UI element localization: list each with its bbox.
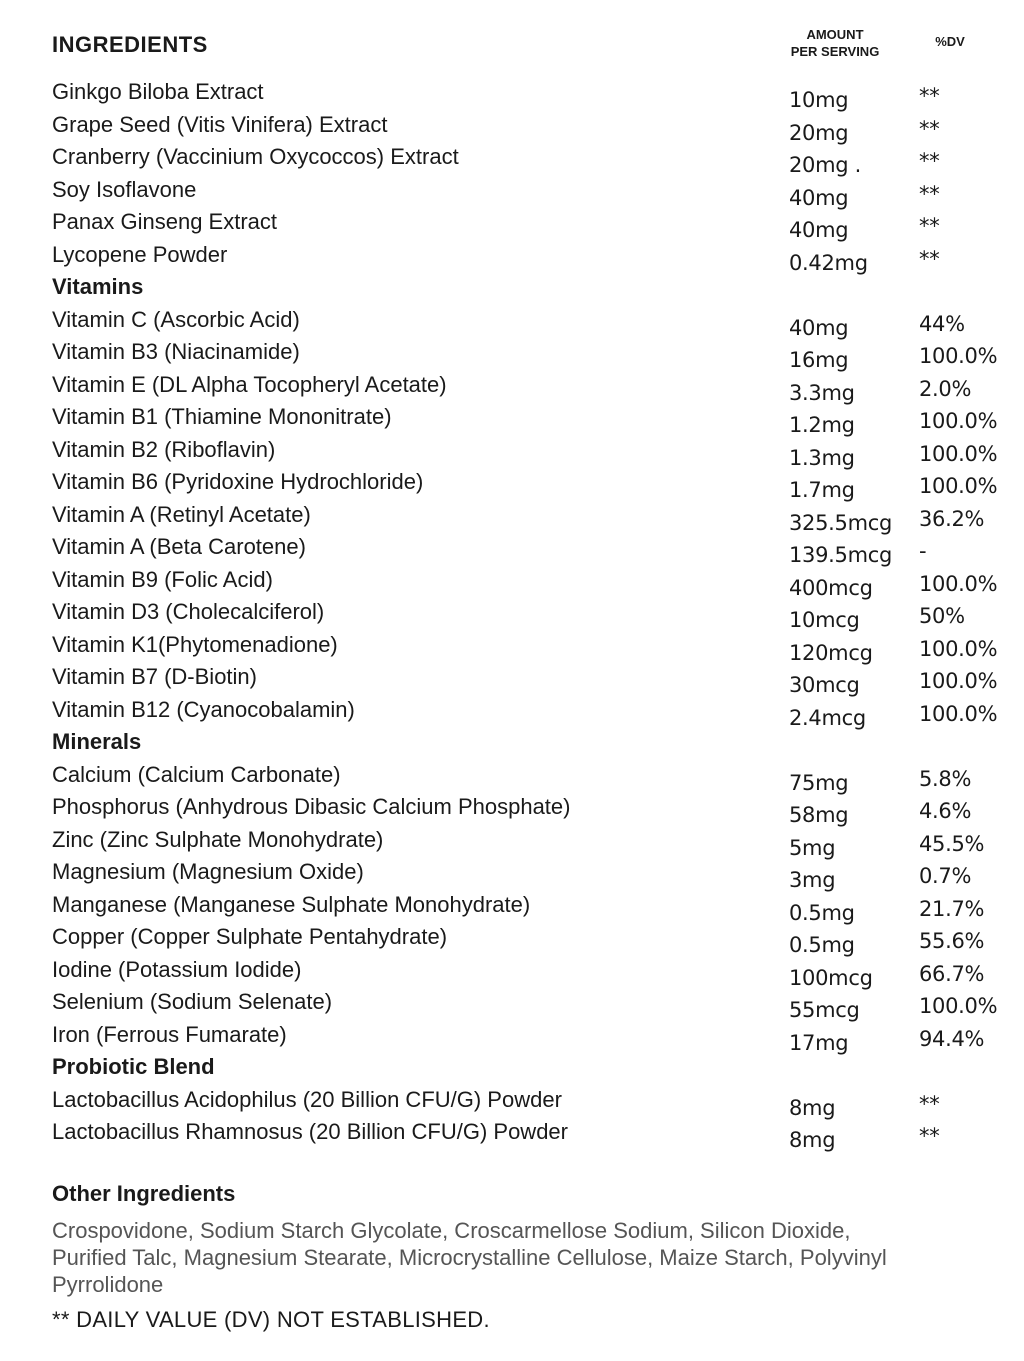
- ingredient-row: [0, 241, 1024, 274]
- ingredient-amount: 40mg: [789, 185, 849, 210]
- ingredient-amount: 55mcg: [789, 998, 860, 1022]
- ingredient-daily-value: **: [919, 149, 940, 173]
- ingredient-amount: 100mcg: [789, 965, 873, 990]
- ingredient-row: [0, 793, 1024, 826]
- ingredient-name: Zinc (Zinc Sulphate Monohydrate): [52, 826, 384, 852]
- ingredient-row: [0, 696, 1024, 729]
- ingredient-daily-value: 44%: [919, 311, 965, 336]
- ingredient-amount: 2.4mcg: [789, 705, 866, 730]
- ingredient-row: [0, 501, 1024, 534]
- ingredient-daily-value: 50%: [919, 604, 965, 628]
- ingredient-amount: 58mg: [789, 803, 849, 827]
- ingredient-amount: 16mg: [789, 348, 849, 372]
- ingredient-daily-value: **: [919, 246, 940, 271]
- ingredient-amount: 20mg .: [789, 153, 862, 177]
- ingredient-daily-value: 100.0%: [919, 669, 998, 693]
- ingredient-daily-value: **: [919, 116, 940, 141]
- ingredient-amount: 8mg: [789, 1128, 836, 1152]
- amount-column-header: [782, 26, 888, 60]
- ingredient-amount: 0.42mg: [789, 250, 868, 275]
- ingredient-daily-value: 100.0%: [919, 344, 998, 368]
- ingredient-name: Lycopene Powder: [52, 241, 228, 267]
- ingredient-row: [0, 1086, 1024, 1119]
- ingredient-name: Phosphorus (Anhydrous Dibasic Calcium Phosphate): [52, 794, 571, 819]
- ingredient-name: Manganese (Manganese Sulphate Monohydrate): [52, 891, 531, 917]
- ingredient-row: [0, 598, 1024, 631]
- ingredient-daily-value: **: [919, 1124, 940, 1148]
- ingredient-row: [0, 923, 1024, 956]
- ingredient-row: [0, 663, 1024, 696]
- ingredient-name: Vitamin B6 (Pyridoxine Hydrochloride): [52, 469, 424, 494]
- ingredient-daily-value: 100.0%: [919, 994, 998, 1018]
- ingredient-daily-value: 100.0%: [919, 571, 998, 596]
- ingredient-amount: 75mg: [789, 770, 849, 795]
- ingredient-row: [0, 111, 1024, 144]
- ingredient-amount: 10mcg: [789, 608, 860, 632]
- daily-value-footnote: ** DAILY VALUE (DV) NOT ESTABLISHED.: [52, 1307, 490, 1332]
- ingredient-daily-value: **: [919, 214, 940, 238]
- ingredient-amount: 17mg: [789, 1030, 849, 1055]
- ingredient-name: Vitamin B1 (Thiamine Mononitrate): [52, 404, 392, 429]
- ingredient-amount: 10mg: [789, 88, 849, 112]
- section-heading-row: [0, 273, 1024, 306]
- ingredient-amount: 8mg: [789, 1095, 836, 1120]
- ingredient-amount: 0.5mg: [789, 900, 855, 925]
- ingredient-daily-value: **: [919, 181, 940, 206]
- ingredient-amount: 40mg: [789, 218, 849, 242]
- section-heading: Probiotic Blend: [52, 1054, 215, 1079]
- ingredient-name: Calcium (Calcium Carbonate): [52, 761, 341, 787]
- ingredient-name: Vitamin D3 (Cholecalciferol): [52, 599, 325, 624]
- ingredient-name: Soy Isoflavone: [52, 176, 197, 202]
- ingredient-daily-value: 100.0%: [919, 474, 998, 498]
- ingredient-name: Vitamin E (DL Alpha Tocopheryl Acetate): [52, 371, 447, 397]
- ingredient-amount: 400mcg: [789, 575, 873, 600]
- ingredient-row: [0, 988, 1024, 1021]
- section-heading: Minerals: [52, 729, 142, 754]
- ingredient-row: [0, 436, 1024, 469]
- ingredient-amount: 5mg: [789, 835, 836, 860]
- ingredient-daily-value: 100.0%: [919, 409, 998, 433]
- section-heading-row: [0, 728, 1024, 761]
- ingredient-daily-value: 100.0%: [919, 636, 998, 661]
- ingredient-amount: 40mg: [789, 315, 849, 340]
- ingredient-amount: 1.3mg: [789, 445, 855, 470]
- amount-header-line2: PER SERVING: [790, 44, 880, 59]
- ingredient-name: Iron (Ferrous Fumarate): [52, 1021, 287, 1047]
- other-ingredients-text: Crospovidone, Sodium Starch Glycolate, Croscarmellose Sodium, Silicon Dioxide, Purified Talc, Magnesium Stearate, Microcrystalline Cellulose, Maize Starch, Polyvinyl Pyrrolidone: [52, 1218, 887, 1297]
- ingredient-row: [0, 468, 1024, 501]
- ingredient-row: [0, 338, 1024, 371]
- ingredient-row: [0, 956, 1024, 989]
- ingredient-name: Vitamin B7 (D-Biotin): [52, 664, 257, 689]
- ingredient-row: [0, 1118, 1024, 1151]
- ingredient-daily-value: **: [919, 1091, 940, 1116]
- page-title: INGREDIENTS: [52, 32, 208, 57]
- ingredient-name: Selenium (Sodium Selenate): [52, 989, 333, 1014]
- ingredient-daily-value: 21.7%: [919, 896, 985, 921]
- ingredient-row: [0, 176, 1024, 209]
- ingredient-amount: 0.5mg: [789, 933, 855, 957]
- ingredient-daily-value: -: [919, 539, 927, 563]
- ingredient-row: [0, 78, 1024, 111]
- ingredient-daily-value: 4.6%: [919, 799, 972, 823]
- ingredient-row: [0, 533, 1024, 566]
- ingredient-name: Vitamin C (Ascorbic Acid): [52, 306, 300, 332]
- ingredient-daily-value: 66.7%: [919, 961, 985, 986]
- ingredient-name: Vitamin A (Beta Carotene): [52, 534, 306, 559]
- ingredient-name: Ginkgo Biloba Extract: [52, 79, 264, 104]
- ingredient-name: Lactobacillus Rhamnosus (20 Billion CFU/G) Powder: [52, 1119, 568, 1144]
- ingredient-amount: 1.2mg: [789, 413, 855, 437]
- ingredient-daily-value: 45.5%: [919, 831, 985, 856]
- dv-column-header: %DV: [935, 34, 965, 49]
- ingredient-amount: 139.5mcg: [789, 543, 893, 567]
- section-heading-row: [0, 1053, 1024, 1086]
- ingredient-name: Lactobacillus Acidophilus (20 Billion CFU/G) Powder: [52, 1086, 562, 1112]
- ingredient-name: Vitamin B3 (Niacinamide): [52, 339, 300, 364]
- ingredient-row: [0, 143, 1024, 176]
- ingredient-row: [0, 208, 1024, 241]
- ingredient-daily-value: 36.2%: [919, 506, 985, 531]
- ingredient-name: Panax Ginseng Extract: [52, 209, 278, 234]
- ingredient-row: [0, 403, 1024, 436]
- ingredient-row: [0, 631, 1024, 664]
- ingredient-name: Vitamin A (Retinyl Acetate): [52, 501, 311, 527]
- ingredient-daily-value: 94.4%: [919, 1026, 985, 1051]
- ingredient-name: Copper (Copper Sulphate Pentahydrate): [52, 924, 448, 949]
- ingredient-amount: 3mg: [789, 868, 836, 892]
- ingredient-name: Vitamin B2 (Riboflavin): [52, 436, 276, 462]
- ingredient-list: [0, 78, 1024, 1151]
- ingredient-daily-value: **: [919, 84, 940, 108]
- ingredient-amount: 1.7mg: [789, 478, 855, 502]
- ingredient-name: Vitamin B9 (Folic Acid): [52, 566, 273, 592]
- ingredient-row: [0, 826, 1024, 859]
- other-ingredients-title: Other Ingredients: [52, 1181, 236, 1206]
- ingredient-row: [0, 891, 1024, 924]
- ingredient-amount: 3.3mg: [789, 380, 855, 405]
- ingredient-name: Vitamin K1(Phytomenadione): [52, 631, 338, 657]
- ingredient-daily-value: 5.8%: [919, 766, 972, 791]
- ingredient-name: Vitamin B12 (Cyanocobalamin): [52, 696, 355, 722]
- ingredient-name: Grape Seed (Vitis Vinifera) Extract: [52, 111, 388, 137]
- amount-header-line1: AMOUNT: [806, 27, 864, 42]
- ingredient-amount: 120mcg: [789, 640, 873, 665]
- ingredient-name: Iodine (Potassium Iodide): [52, 956, 302, 982]
- ingredient-daily-value: 100.0%: [919, 701, 998, 726]
- ingredient-row: [0, 371, 1024, 404]
- ingredient-amount: 20mg: [789, 120, 849, 145]
- ingredient-daily-value: 2.0%: [919, 376, 972, 401]
- ingredient-daily-value: 100.0%: [919, 441, 998, 466]
- ingredient-row: [0, 306, 1024, 339]
- ingredient-daily-value: 55.6%: [919, 929, 985, 953]
- ingredient-amount: 30mcg: [789, 673, 860, 697]
- section-heading: Vitamins: [52, 274, 144, 299]
- ingredient-row: [0, 1021, 1024, 1054]
- ingredient-row: [0, 761, 1024, 794]
- ingredient-daily-value: 0.7%: [919, 864, 972, 888]
- ingredient-name: Magnesium (Magnesium Oxide): [52, 859, 364, 884]
- ingredient-amount: 325.5mcg: [789, 510, 893, 535]
- ingredient-row: [0, 858, 1024, 891]
- ingredient-row: [0, 566, 1024, 599]
- ingredient-name: Cranberry (Vaccinium Oxycoccos) Extract: [52, 144, 459, 169]
